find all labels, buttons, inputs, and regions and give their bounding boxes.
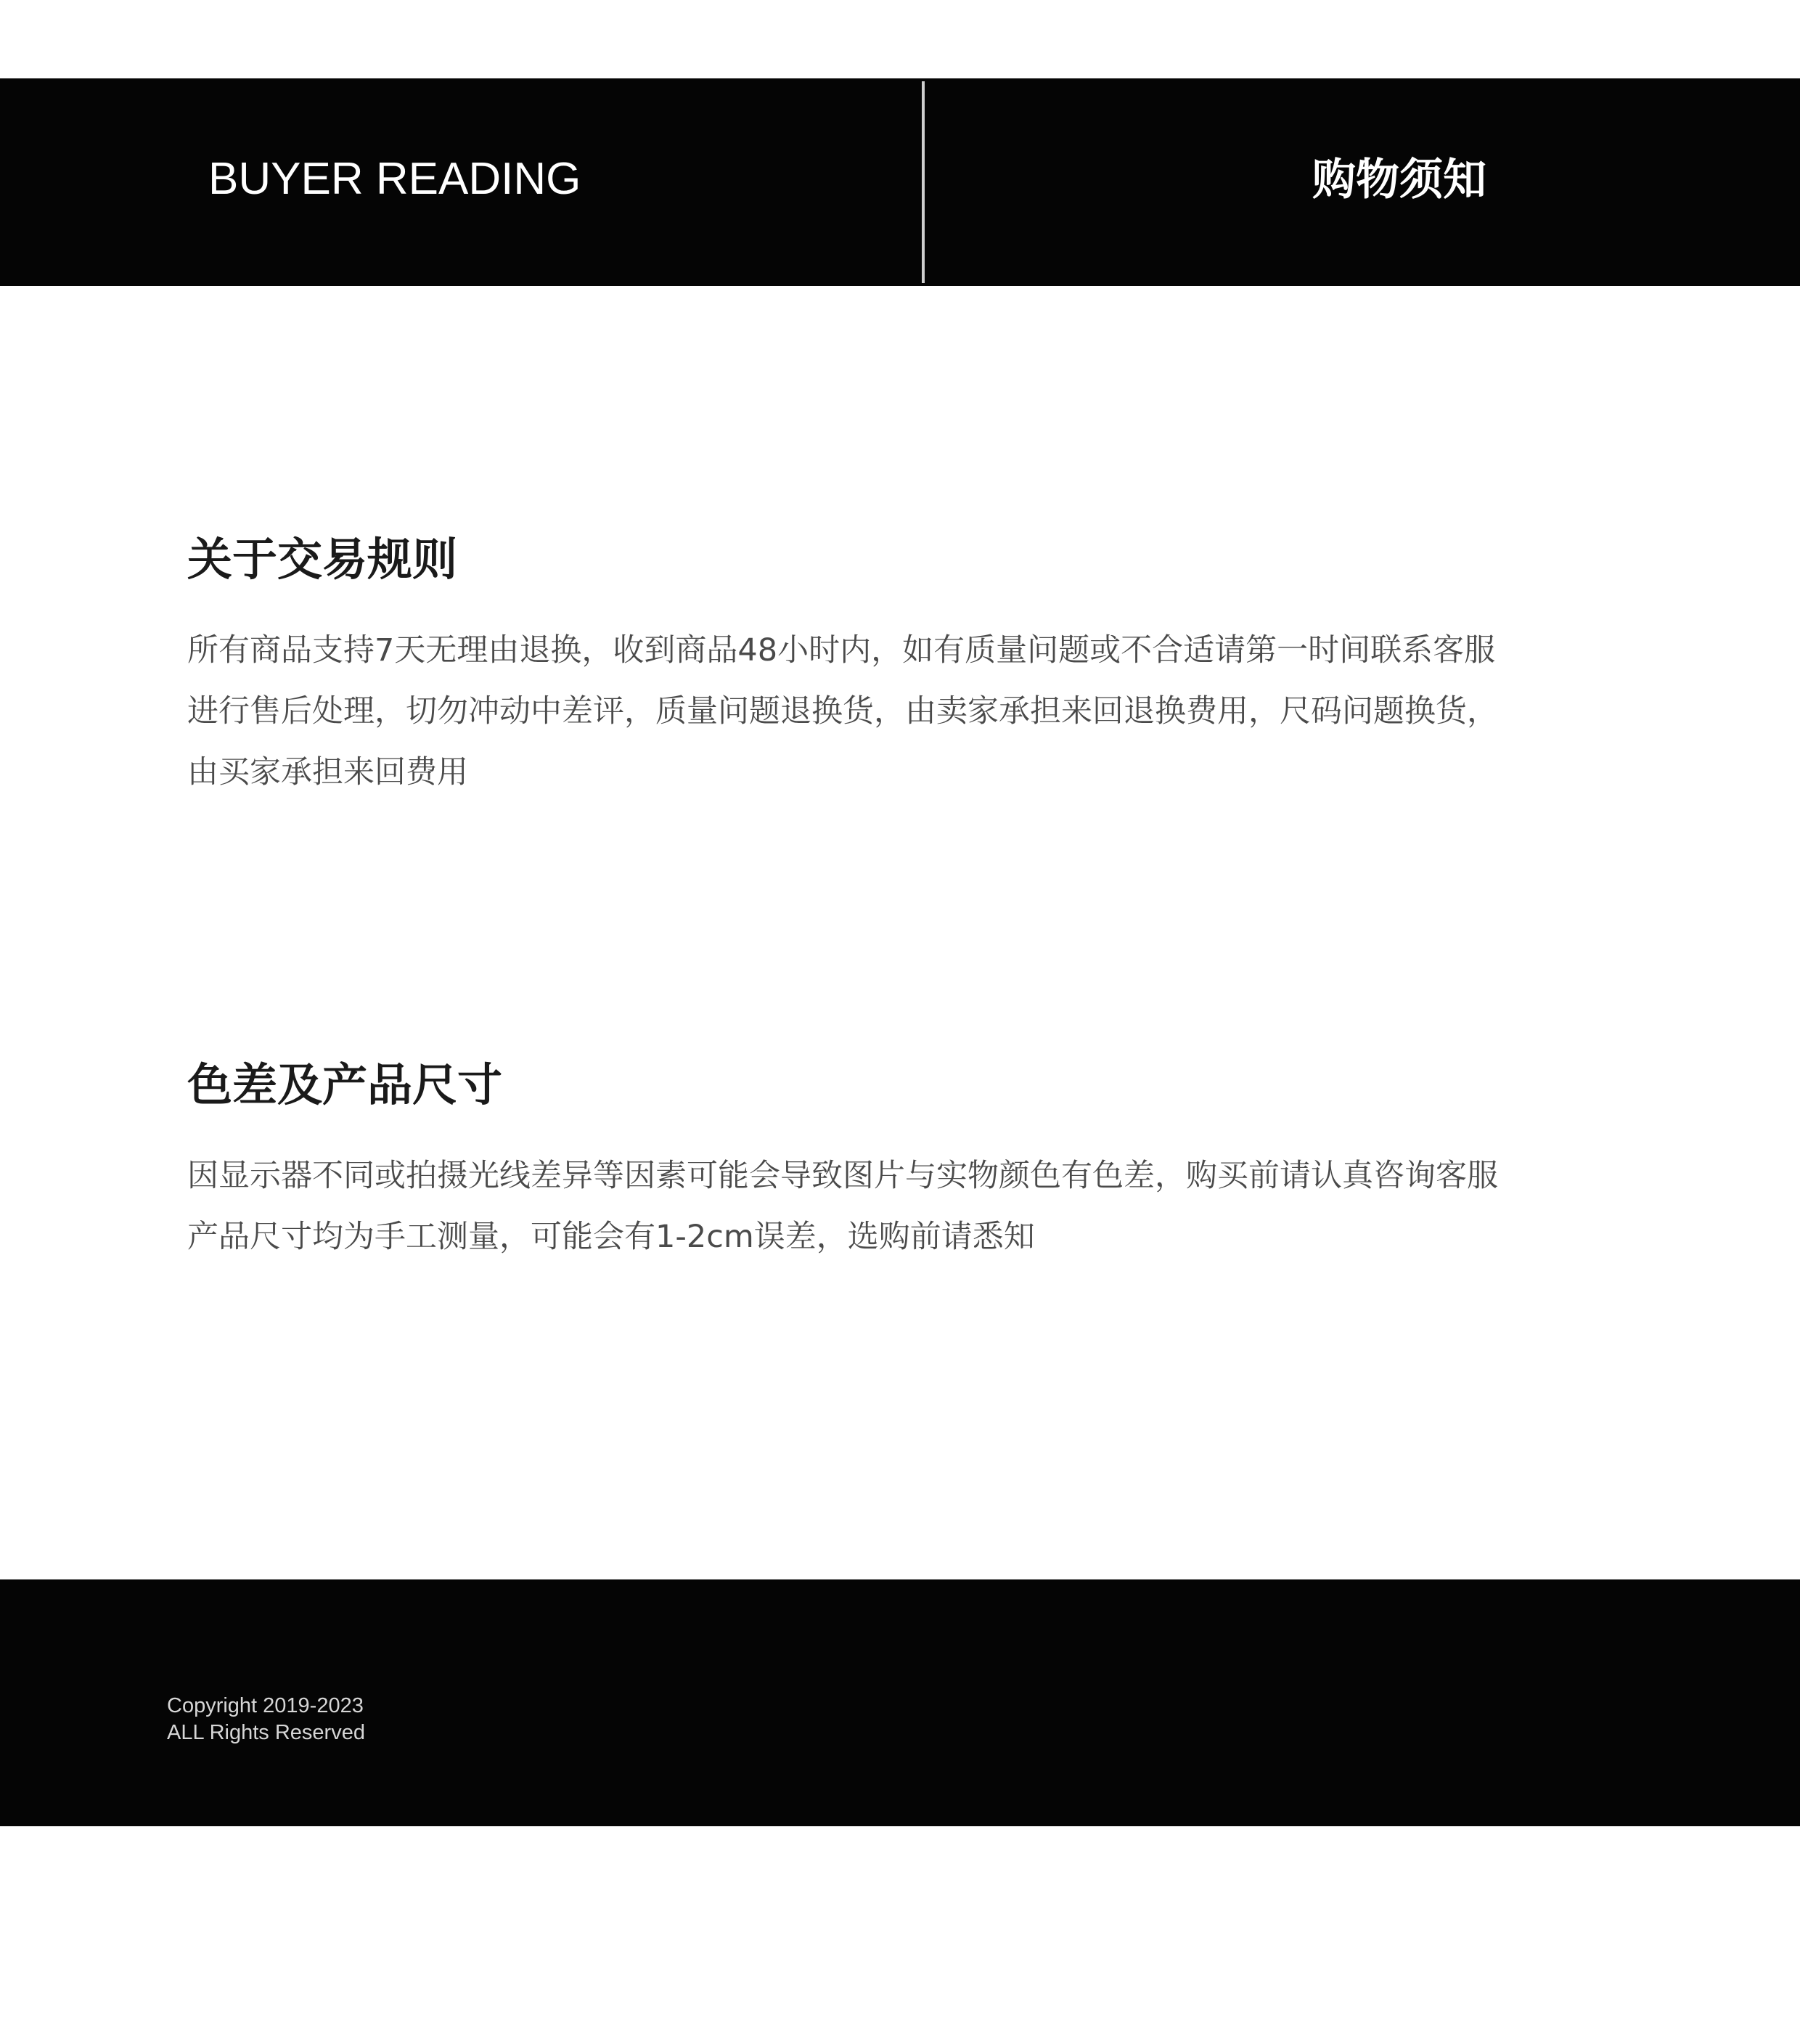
body-line: 进行售后处理，切勿冲动中差评，质量问题退换货，由卖家承担来回退换费用，尺码问题换货， (187, 693, 1498, 729)
body-line: 因显示器不同或拍摄光线差异等因素可能会导致图片与实物颜色有色差，购买前请认真咨询客服 (187, 1158, 1498, 1194)
rights-reserved-text: ALL Rights Reserved (167, 1721, 365, 1744)
section-color-size (187, 1058, 1661, 1267)
body-line: 由买家承担来回费用 (187, 754, 468, 790)
footer-banner (0, 1579, 1800, 1826)
copyright-text: Copyright 2019-2023 (167, 1694, 364, 1717)
section-body-color-size (187, 1145, 1661, 1267)
header-banner (0, 78, 1800, 286)
header-divider (922, 81, 925, 283)
body-line: 产品尺寸均为手工测量，可能会有1-2cm误差，选购前请悉知 (187, 1219, 1035, 1255)
section-body-trade-rules (187, 620, 1661, 803)
section-title-color-size: 色差及产品尺寸 (187, 1058, 503, 1111)
body-line: 所有商品支持7天无理由退换，收到商品48小时内，如有质量问题或不合适请第一时间联系客服 (187, 632, 1496, 669)
header-title-chinese: 购物须知 (1312, 155, 1486, 205)
section-title-trade-rules: 关于交易规则 (187, 533, 458, 586)
header-title-english: BUYER READING (208, 154, 581, 204)
footer-copyright-block (167, 1693, 365, 1746)
section-trade-rules (187, 533, 1661, 803)
